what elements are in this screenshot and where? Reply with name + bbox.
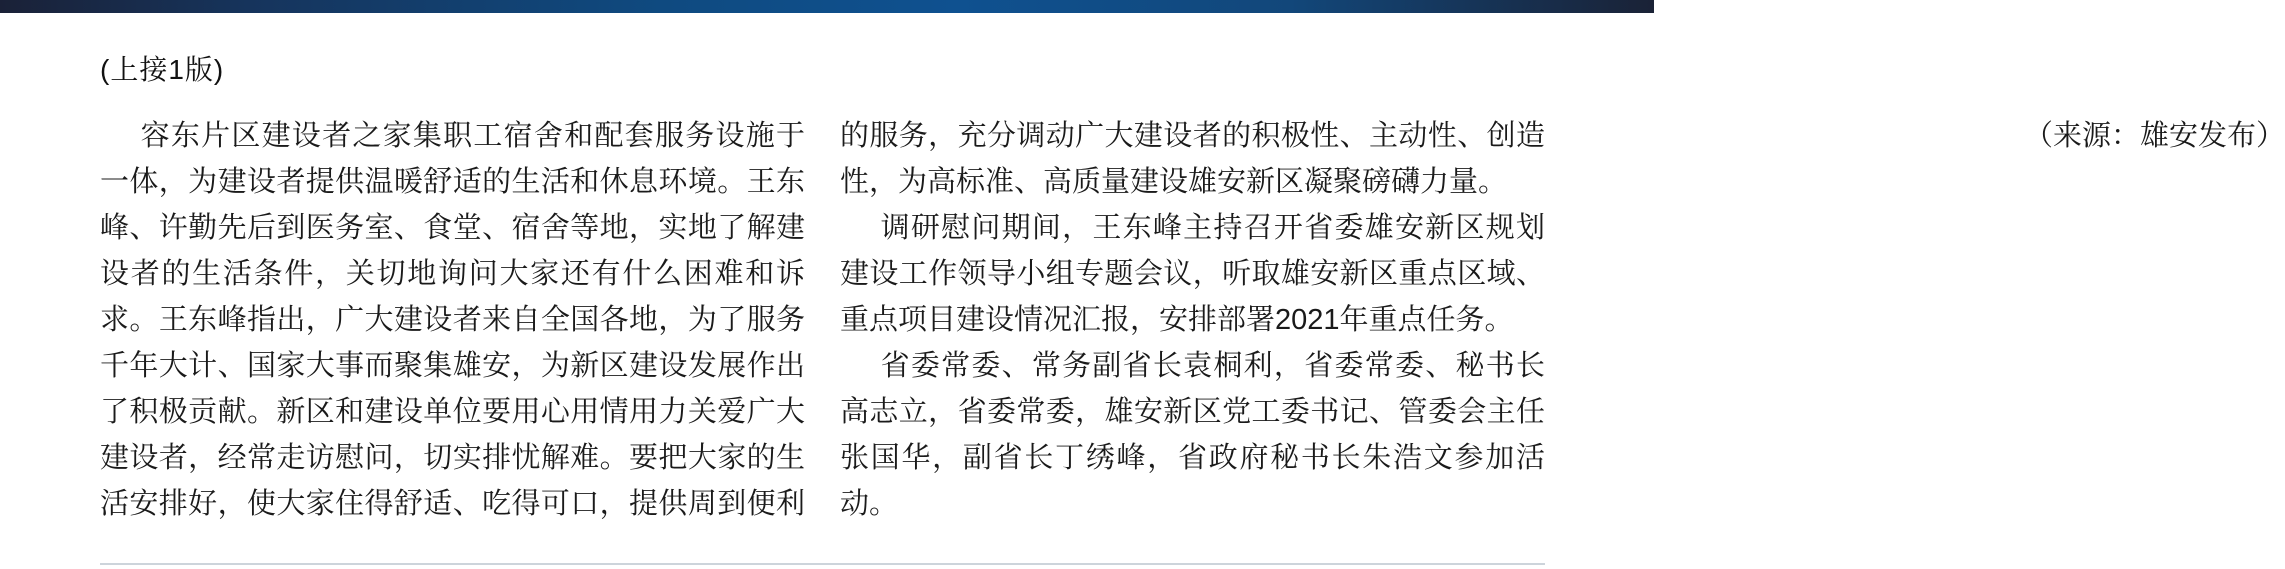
article-paragraph-3: 省委常委、常务副省长袁桐利，省委常委、秘书长高志立，省委常委，雄安新区党工委书记、管委会主任张国华，副省长丁绣峰，省政府秘书长朱浩文参加活动。	[840, 350, 1545, 520]
article-paragraph-2: 调研慰问期间，王东峰主持召开省委雄安新区规划建设工作领导小组专题会议，听取雄安新区重点区域、重点项目建设情况汇报，安排部署2021年重点任务。	[840, 212, 1545, 336]
bottom-divider	[100, 563, 1545, 565]
article-columns	[100, 113, 2285, 527]
article-paragraph-1: 容东片区建设者之家集职工宿舍和配套服务设施于一体，为建设者提供温暖舒适的生活和休息环境。王东峰、许勤先后到医务室、食堂、宿舍等地，实地了解建设者的生活条件，关切地询问大家还有什么困难和诉求。王东峰指出，广大建设者来自全国各地，为了服务千年大计、国家大事而聚集雄安，为新区建设发展作出了积极贡献。新区和建设单位要用心用情用力关爱广大建设者，经常走访慰问，切实排忧解难。要把大家的生活安排好，使大家住得舒适、吃得可口，提供周到便利的服务，充分调动广大建设者的积极性、主动性、创造性，为高标准、高质量建设雄安新区凝聚磅礴力量。	[100, 120, 1545, 520]
top-banner	[0, 0, 1654, 13]
article-source-credit: （来源：雄安发布）	[2023, 120, 2285, 152]
article-content	[0, 53, 2285, 565]
continued-from-note: (上接1版)	[100, 54, 225, 85]
